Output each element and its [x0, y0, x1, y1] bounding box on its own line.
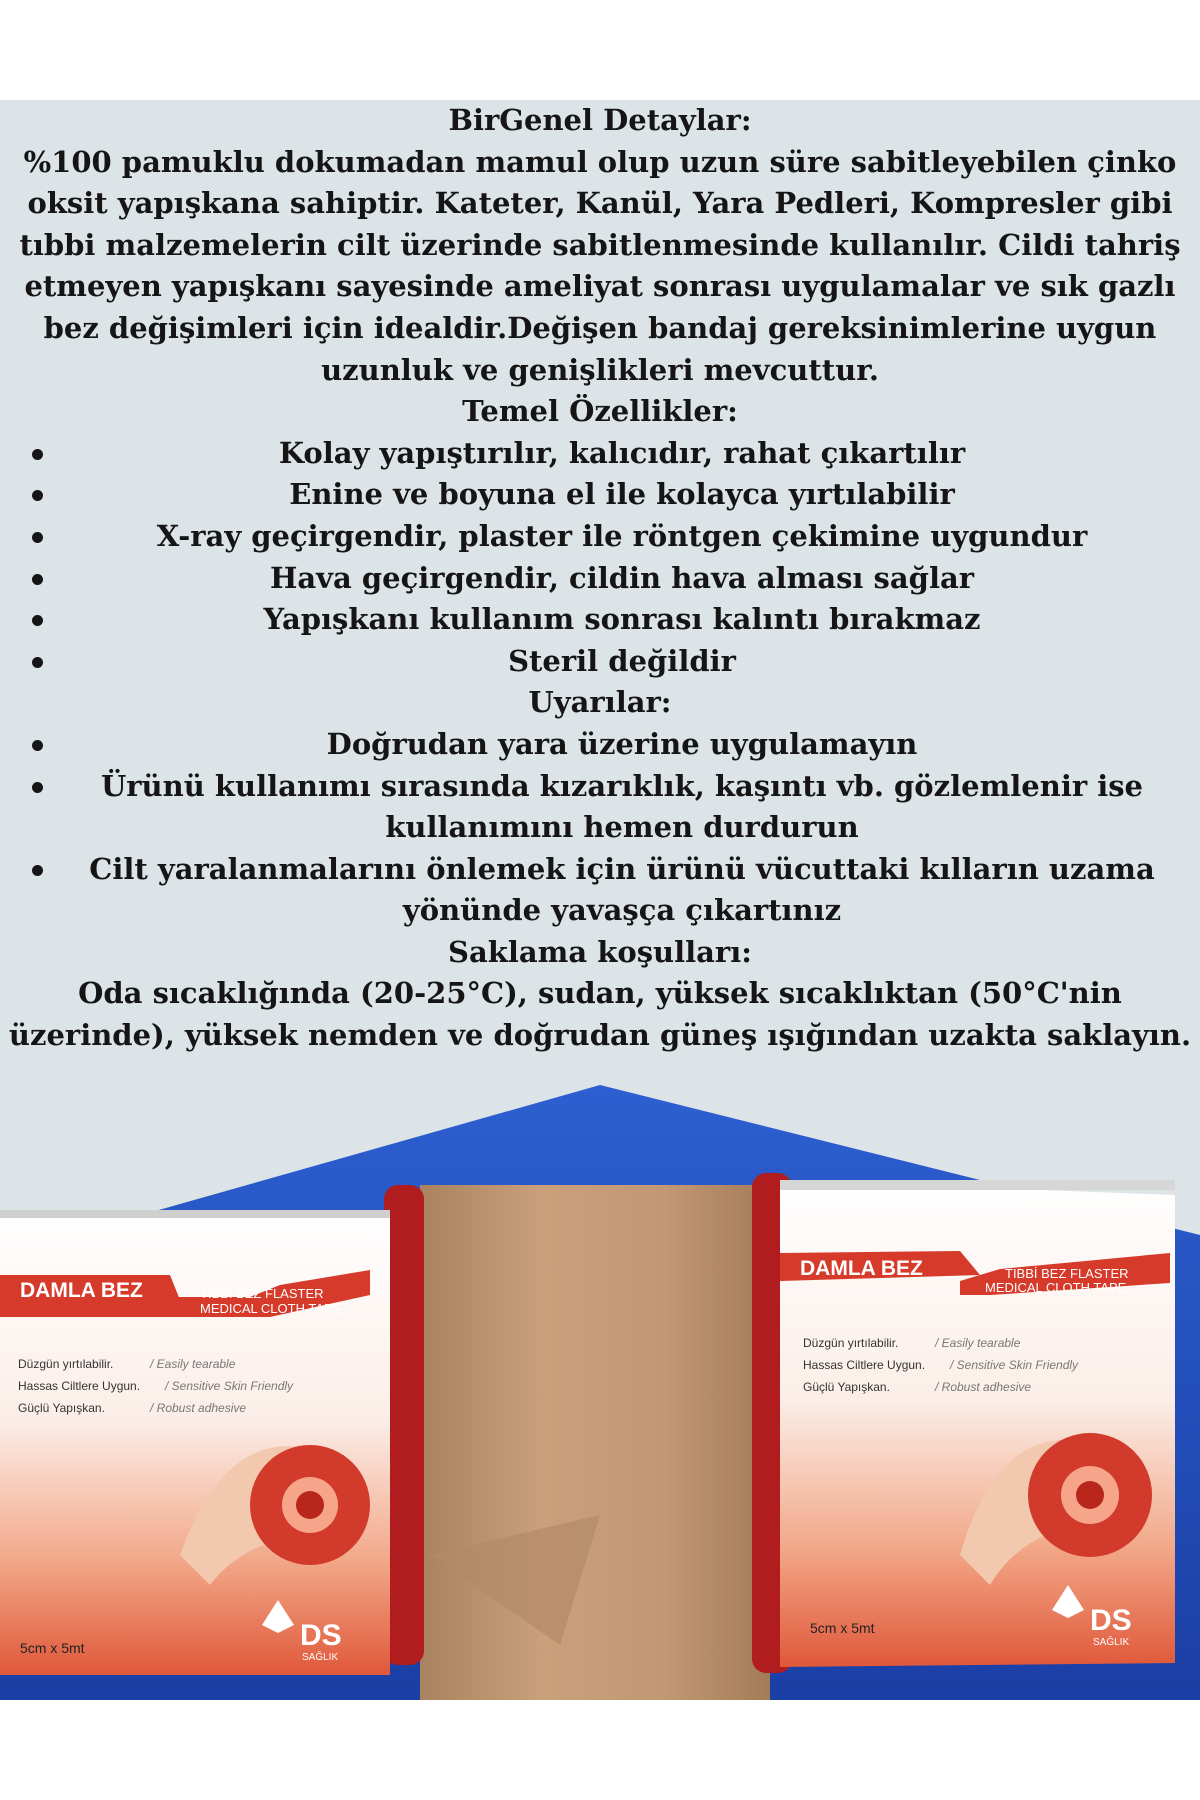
box-type-en-right: MEDICAL CLOTH TAPE	[985, 1280, 1127, 1295]
bullet-icon	[32, 740, 43, 751]
list-item: Steril değildir	[0, 641, 1200, 683]
box-feature-1-tr-right: Düzgün yırtılabilir.	[803, 1336, 899, 1350]
box-size-right: 5cm x 5mt	[810, 1620, 875, 1636]
box-brand-left: DAMLA BEZ	[20, 1279, 143, 1302]
box-type-tr-left: TIBBİ BEZ FLASTER	[200, 1286, 324, 1301]
bullet-icon	[32, 532, 43, 543]
box-feature-2-en-left: / Sensitive Skin Friendly	[165, 1379, 294, 1393]
product-box-right	[780, 1180, 1175, 1667]
box-feature-3-en-right: / Robust adhesive	[935, 1380, 1032, 1394]
box-size-left: 5cm x 5mt	[20, 1640, 85, 1656]
features-heading: Temel Özellikler:	[462, 394, 738, 429]
box-logo-left: DS	[300, 1619, 342, 1652]
bullet-icon	[32, 615, 43, 626]
product-box-left	[0, 1210, 390, 1675]
product-photo	[0, 1085, 1200, 1700]
box-brand-right: DAMLA BEZ	[800, 1257, 923, 1280]
list-item: Kolay yapıştırılır, kalıcıdır, rahat çıkartılır	[0, 433, 1200, 475]
box-feature-1-en-left: / Easily tearable	[150, 1357, 236, 1371]
product-description-canvas	[0, 100, 1200, 1700]
box-type-tr-right: TIBBİ BEZ FLASTER	[1005, 1266, 1129, 1281]
list-item: X-ray geçirgendir, plaster ile röntgen çekimine uygundur	[0, 516, 1200, 558]
box-feature-1-en-right: / Easily tearable	[935, 1336, 1021, 1350]
box-type-en-left: MEDICAL CLOTH TAPE	[200, 1301, 342, 1316]
box-logo-sub-left: SAĞLIK	[302, 1652, 339, 1663]
description-text-block	[0, 100, 1200, 1057]
box-feature-1-tr-left: Düzgün yırtılabilir.	[18, 1357, 114, 1371]
list-item: Yapışkanı kullanım sonrası kalıntı bırakmaz	[0, 599, 1200, 641]
box-feature-3-en-left: / Robust adhesive	[150, 1401, 247, 1415]
box-feature-2-tr-right: Hassas Ciltlere Uygun.	[803, 1358, 926, 1372]
list-item: Cilt yaralanmalarını önlemek için ürünü vücuttaki kılların uzama yönünde yavaşça çıkartınız	[0, 849, 1200, 932]
storage-text: Oda sıcaklığında (20-25°C), sudan, yüksek sıcaklıktan (50°C'nin üzerinde), yüksek nemden ve doğrudan güneş ışığından uzakta saklayın.	[8, 976, 1192, 1053]
bullet-icon	[32, 657, 43, 668]
list-item: Doğrudan yara üzerine uygulamayın	[0, 724, 1200, 766]
storage-heading: Saklama koşulları:	[448, 934, 752, 969]
bullet-icon	[32, 574, 43, 585]
bullet-icon	[32, 449, 43, 460]
list-item: Hava geçirgendir, cildin hava alması sağlar	[0, 558, 1200, 600]
warnings-heading: Uyarılar:	[528, 685, 672, 720]
box-feature-3-tr-left: Güçlü Yapışkan.	[18, 1401, 105, 1415]
general-details-text: %100 pamuklu dokumadan mamul olup uzun süre sabitleyebilen çinko oksit yapışkana sahiptir. Kateter, Kanül, Yara Pedleri, Kompresler gibi tıbbi malzemelerin cilt üzerinde sabitlenmesinde kullanılır. Cildi tahriş etmeyen yapışkanı sayesinde ameliyat sonrası uygulamalar ve sık gazlı bez değişimleri için idealdir.Değişen bandaj gereksinimlerine uygun uzunluk ve genişlikleri mevcuttur.	[19, 144, 1181, 387]
box-logo-sub-right: SAĞLIK	[1093, 1637, 1130, 1648]
box-feature-2-tr-left: Hassas Ciltlere Uygun.	[18, 1379, 141, 1393]
box-feature-2-en-right: / Sensitive Skin Friendly	[950, 1358, 1079, 1372]
warnings-list	[0, 724, 1200, 932]
list-item: Ürünü kullanımı sırasında kızarıklık, kaşıntı vb. gözlemlenir ise kullanımını hemen durdurun	[0, 766, 1200, 849]
bullet-icon	[32, 490, 43, 501]
bullet-icon	[32, 865, 43, 876]
general-details-heading: BirGenel Detaylar:	[448, 103, 752, 137]
box-feature-3-tr-right: Güçlü Yapışkan.	[803, 1380, 890, 1394]
box-logo-right: DS	[1090, 1604, 1132, 1637]
list-item: Enine ve boyuna el ile kolayca yırtılabilir	[0, 474, 1200, 516]
tape-strip	[420, 1185, 770, 1700]
bullet-icon	[32, 782, 43, 793]
features-list	[0, 433, 1200, 683]
